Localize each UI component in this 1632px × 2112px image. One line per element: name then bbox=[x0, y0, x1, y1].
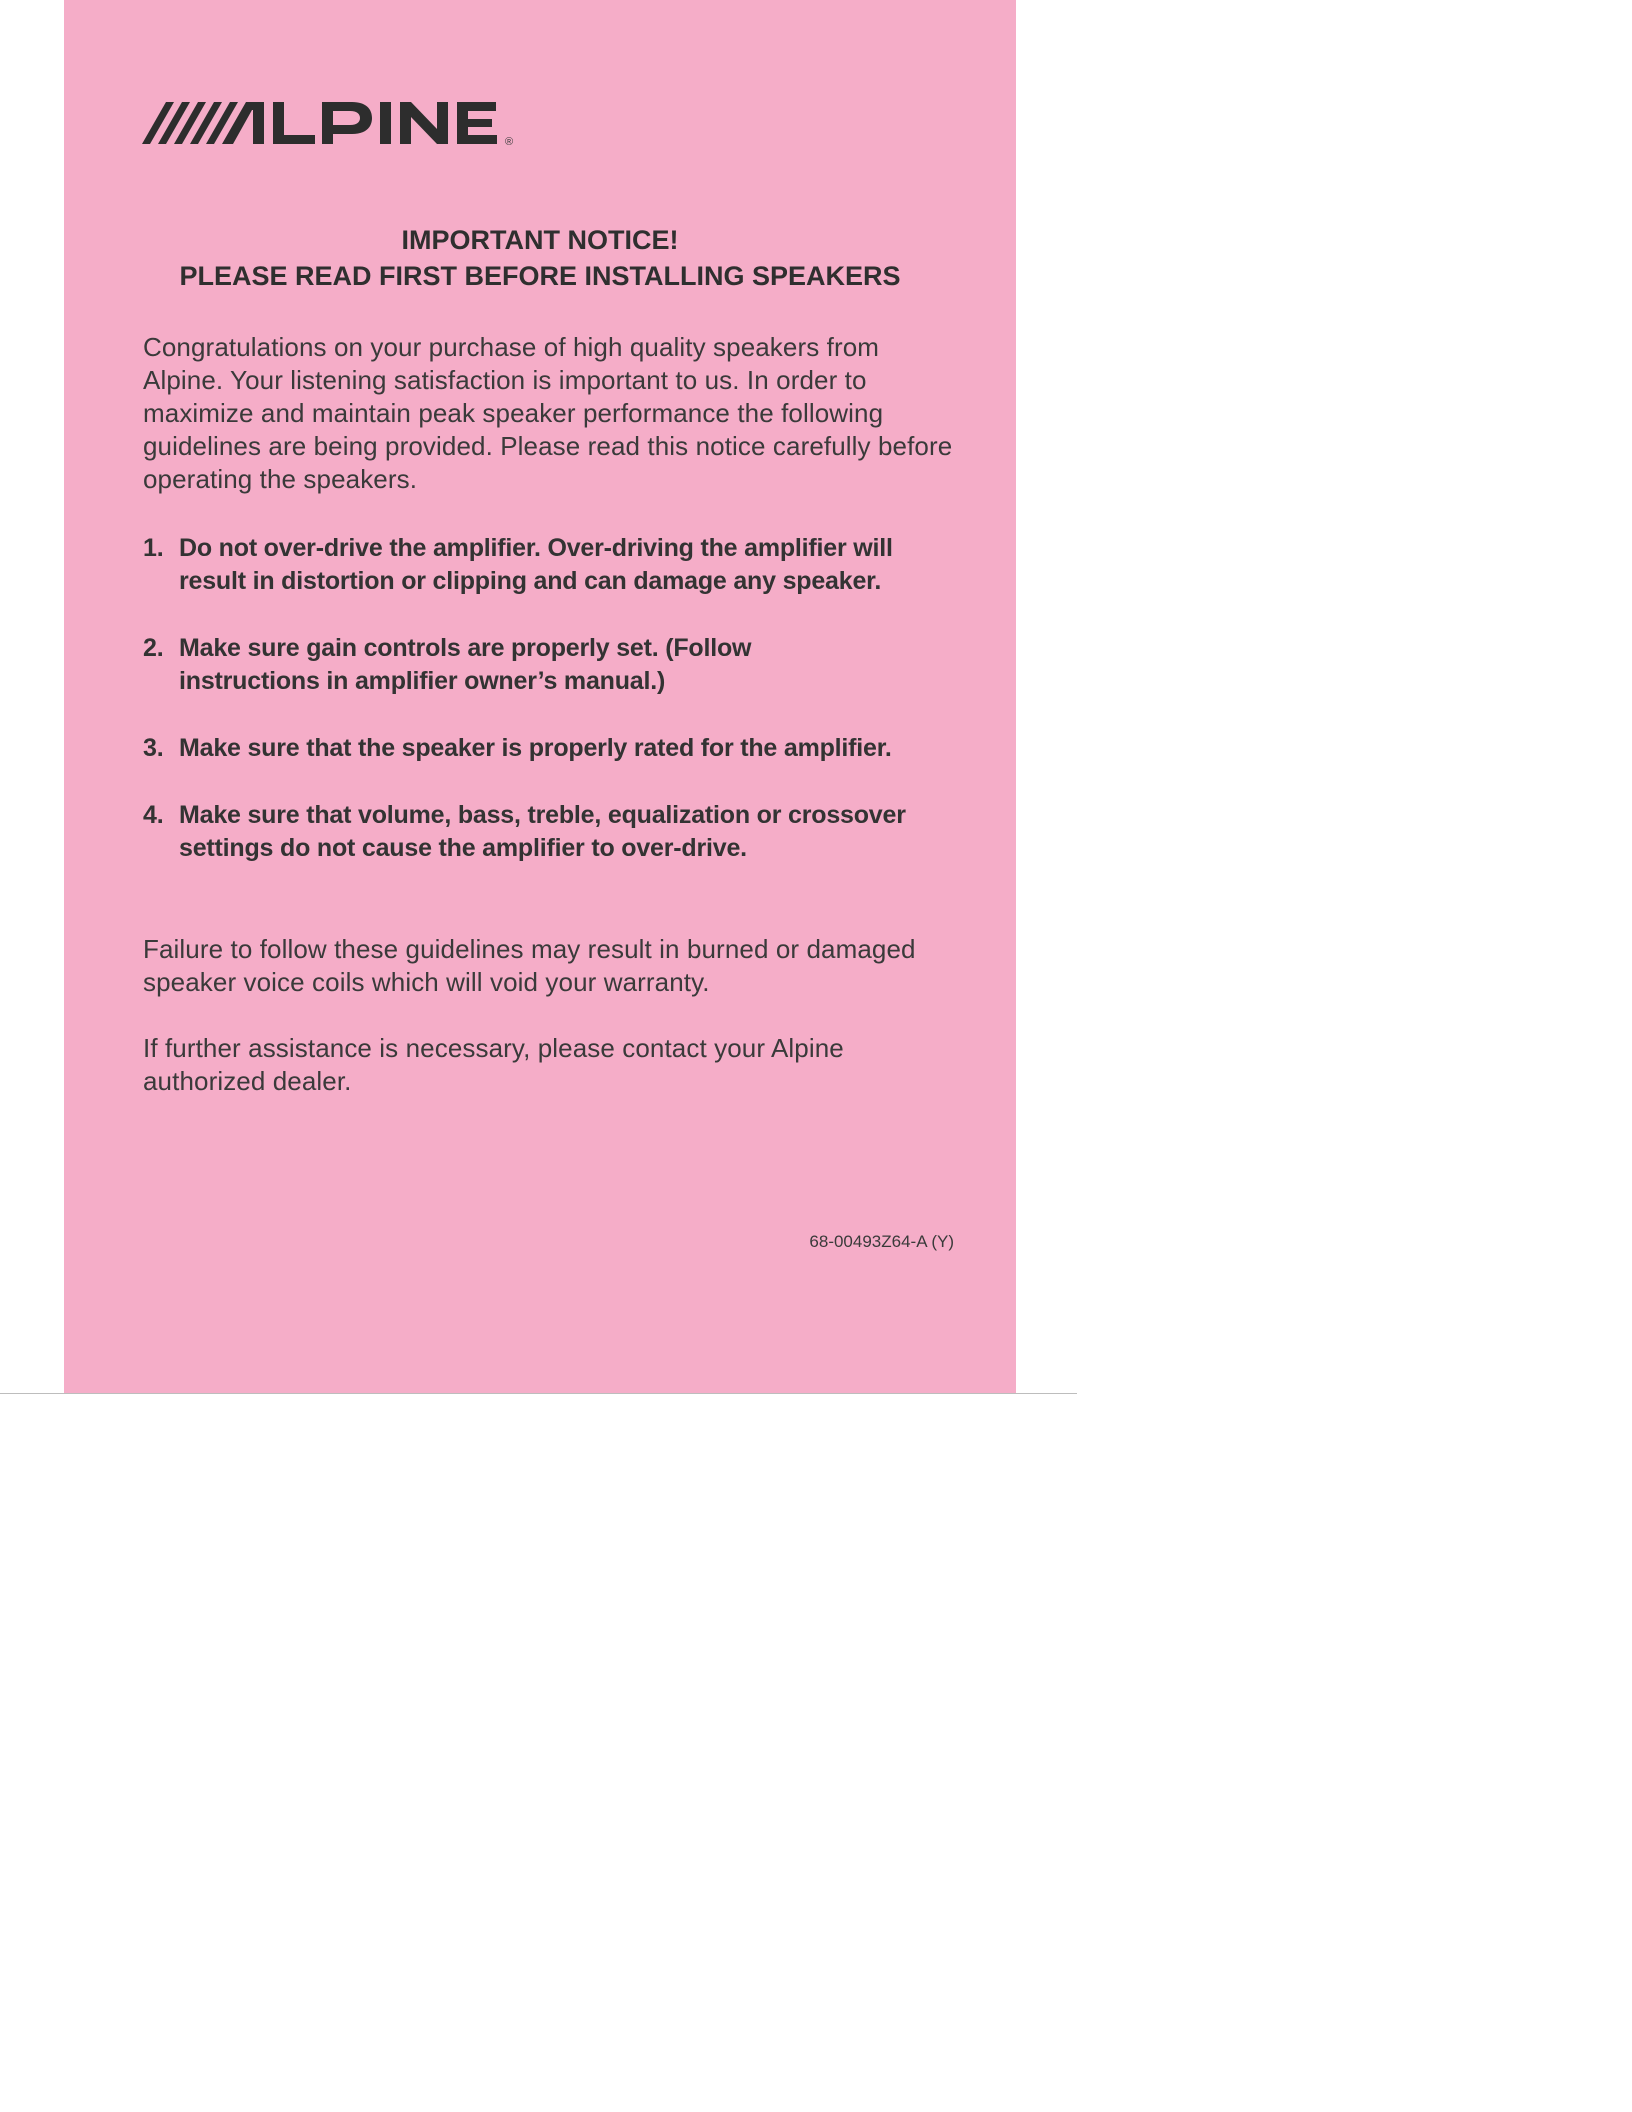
list-item-number: 1. bbox=[143, 534, 164, 562]
list-item bbox=[143, 732, 963, 765]
list-item-text: Do not over-drive the amplifier. Over-driving the amplifier will result in distortion or clipping and can damage any speaker. bbox=[179, 534, 893, 595]
list-item-number: 4. bbox=[143, 801, 164, 829]
list-item-text: Make sure that the speaker is properly rated for the amplifier. bbox=[179, 734, 892, 762]
alpine-logo bbox=[140, 92, 540, 154]
registered-mark: ® bbox=[505, 136, 514, 148]
scan-edge-line bbox=[0, 1393, 1077, 1394]
list-item-text: Make sure gain controls are properly set. (Follow instructions in amplifier owner’s manual.) bbox=[179, 634, 752, 695]
list-item-number: 3. bbox=[143, 734, 164, 762]
notice-heading bbox=[140, 222, 940, 294]
notice-sheet bbox=[64, 0, 1016, 1393]
list-item-number: 2. bbox=[143, 634, 164, 662]
list-item bbox=[143, 632, 963, 698]
guidelines-list bbox=[143, 532, 963, 899]
list-item bbox=[143, 799, 963, 865]
assistance-paragraph: If further assistance is necessary, please contact your Alpine authorized dealer. bbox=[143, 1033, 844, 1096]
failure-paragraph: Failure to follow these guidelines may result in burned or damaged speaker voice coils which will void your warranty. bbox=[143, 934, 916, 997]
notice-subtitle: PLEASE READ FIRST BEFORE INSTALLING SPEAKERS bbox=[179, 261, 901, 291]
document-code: 68-00493Z64-A (Y) bbox=[809, 1232, 954, 1251]
intro-paragraph: Congratulations on your purchase of high quality speakers from Alpine. Your listening satisfaction is important to us. In order to maximize and maintain peak speaker performance the following guidelines are being provided. Please read this notice carefully before operating the speakers. bbox=[143, 332, 953, 494]
list-item bbox=[143, 532, 963, 598]
notice-title: IMPORTANT NOTICE! bbox=[401, 225, 679, 255]
list-item-text: Make sure that volume, bass, treble, equalization or crossover settings do not cause the amplifier to over-drive. bbox=[179, 801, 906, 862]
